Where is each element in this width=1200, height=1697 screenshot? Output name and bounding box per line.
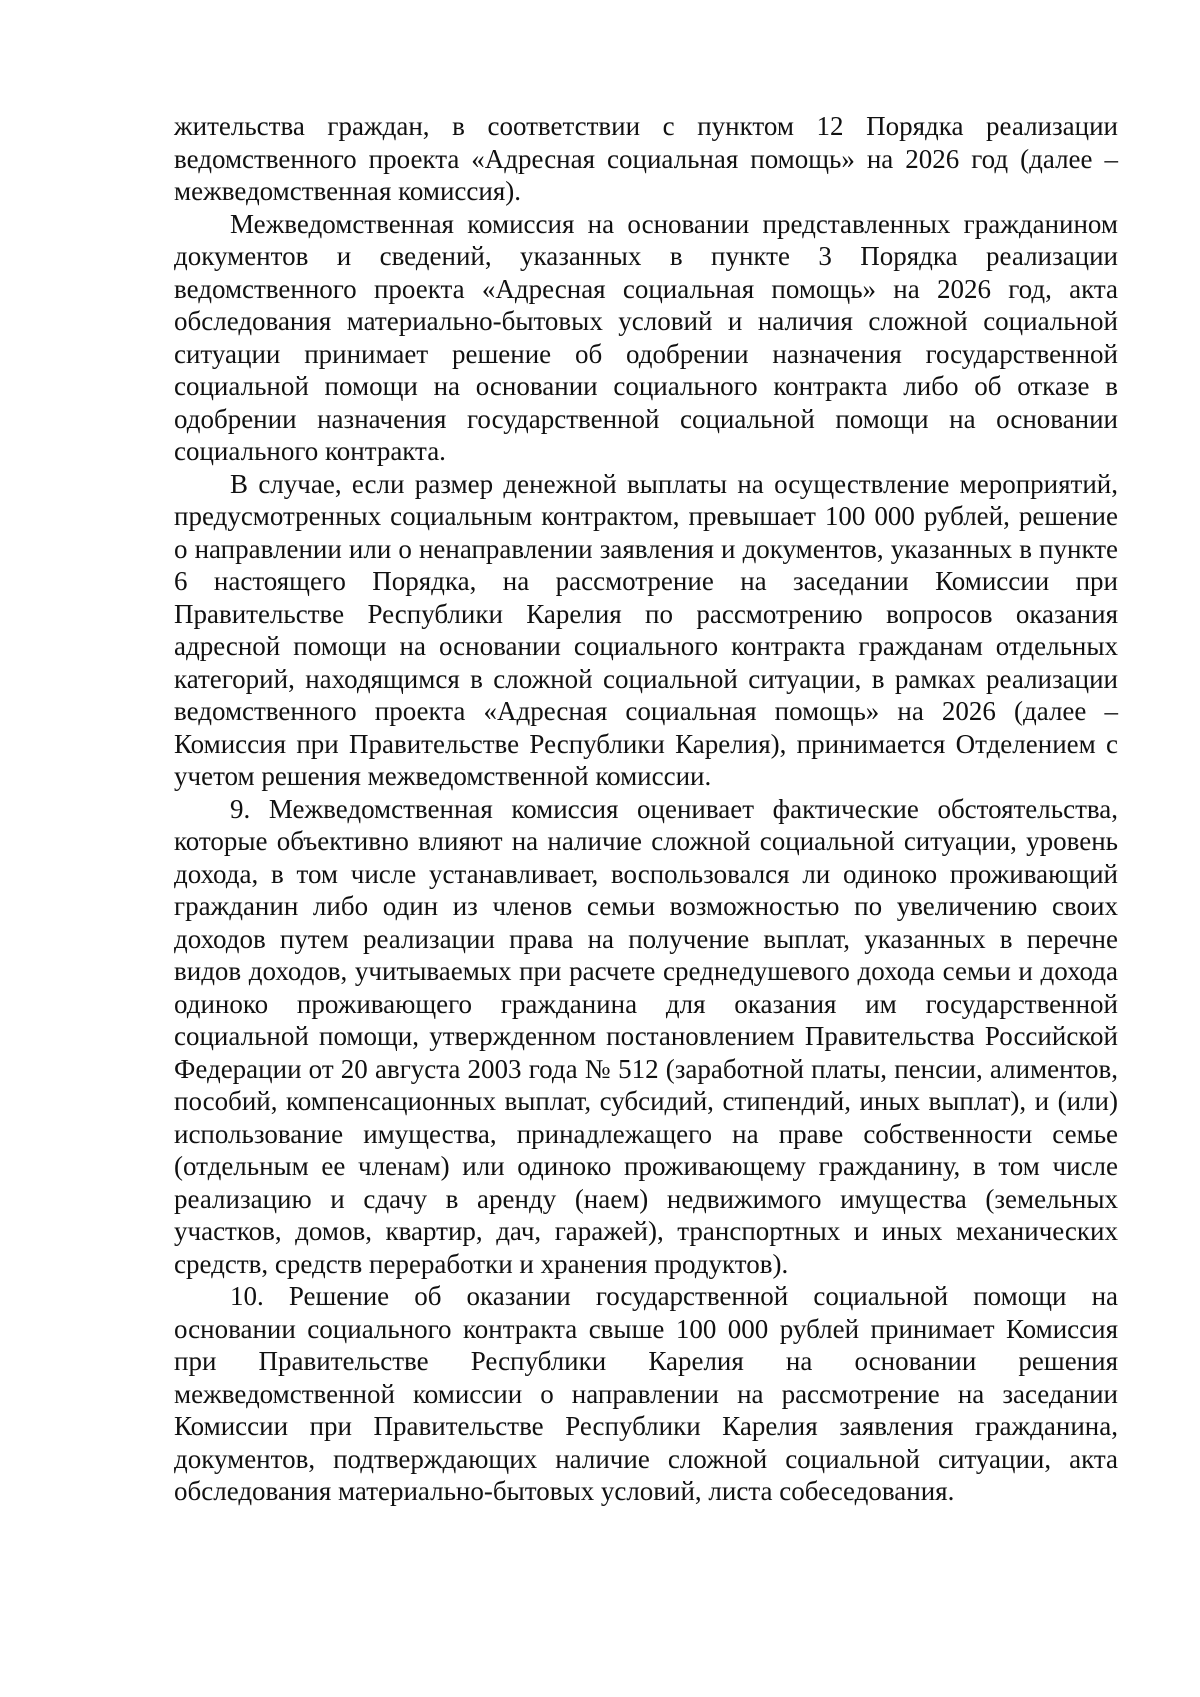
document-page — [174, 110, 1118, 1508]
paragraph-commission-decision: Межведомственная комиссия на основании представленных гражданином документов и сведений, указанных в пункте 3 Порядка реализации ведомственного проекта «Адресная социальная помощь» на 2026 год, акта обследования материально-бытовых условий и наличия сложной социальной ситуации принимает решение об одобрении назначения государственной социальной помощи на основании социального контракта либо об отказе в одобрении назначения государственной социальной помощи на основании социального контракта. — [174, 208, 1118, 466]
paragraph-payment-over-limit: В случае, если размер денежной выплаты на осуществление мероприятий, предусмотренных социальным контрактом, превышает 100 000 рублей, решение о направлении или о ненаправлении заявления и документов, указанных в пункте 6 настоящего Порядка, на рассмотрение на заседании Комиссии при Правительстве Республики Карелия по рассмотрению вопросов оказания адресной помощи на основании социального контракта гражданам отдельных категорий, находящимся в сложной социальной ситуации, в рамках реализации ведомственного проекта «Адресная социальная помощь» на 2026 (далее – Комиссия при Правительстве Республики Карелия), принимается Отделением с учетом решения межведомственной комиссии. — [174, 468, 1118, 791]
paragraph-item-9: 9. Межведомственная комиссия оценивает фактические обстоятельства, которые объективно влияют на наличие сложной социальной ситуации, уровень дохода, в том числе устанавливает, воспользовался ли одиноко проживающий гражданин либо один из членов семьи возможностью по увеличению своих доходов путем реализации права на получение выплат, указанных в перечне видов доходов, учитываемых при расчете среднедушевого дохода семьи и дохода одиноко проживающего гражданина для оказания им государственной социальной помощи, утвержденном постановлением Правительства Российской Федерации от 20 августа 2003 года № 512 (заработной платы, пенсии, алиментов, пособий, компенсационных выплат, субсидий, стипендий, иных выплат), и (или) использование имущества, принадлежащего на праве собственности семье (отдельным ее членам) или одиноко проживающему гражданину, в том числе реализацию и сдачу в аренду (наем) недвижимого имущества (земельных участков, домов, квартир, дач, гаражей), транспортных и иных механических средств, средств переработки и хранения продуктов). — [174, 793, 1118, 1279]
paragraph-continuation: жительства граждан, в соответствии с пунктом 12 Порядка реализации ведомственного проекта «Адресная социальная помощь» на 2026 год (далее – межведомственная комиссия). — [174, 111, 1118, 206]
paragraph-item-10: 10. Решение об оказании государственной социальной помощи на основании социального контракта свыше 100 000 рублей принимает Комиссия при Правительстве Республики Карелия на основании решения межведомственной комиссии о направлении на рассмотрение на заседании Комиссии при Правительстве Республики Карелия заявления гражданина, документов, подтверждающих наличие сложной социальной ситуации, акта обследования материально-бытовых условий, листа собеседования. — [174, 1281, 1118, 1506]
